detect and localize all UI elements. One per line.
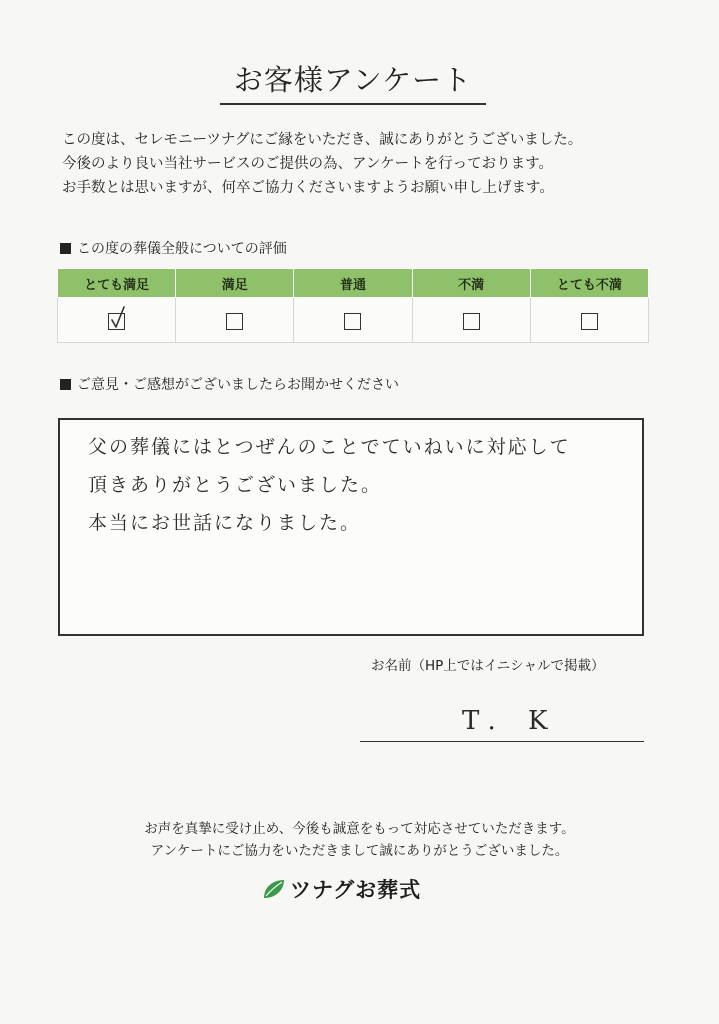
handwritten-comment-line: 父の葬儀にはとつぜんのことでていねいに対応して xyxy=(88,436,571,458)
handwritten-name: T. K xyxy=(462,706,560,736)
closing-line: アンケートにご協力をいただきまして誠にありがとうございました。 xyxy=(150,843,569,859)
checkbox-neutral[interactable] xyxy=(344,313,361,330)
closing-line: お声を真摯に受け止め、今後も誠意をもって対応させていただきます。 xyxy=(144,821,575,837)
checkbox-very-dissatisfied[interactable] xyxy=(581,313,598,330)
square-bullet-icon xyxy=(60,243,71,254)
rating-option-label: 満足 xyxy=(176,269,294,298)
square-bullet-icon xyxy=(60,379,71,390)
handwritten-comment-line: 本当にお世話になりました。 xyxy=(88,512,362,534)
rating-heading xyxy=(60,238,287,258)
rating-option-label: とても満足 xyxy=(58,269,176,298)
logo-text: ツナグお葬式 xyxy=(290,878,422,902)
checkbox-satisfied[interactable] xyxy=(226,313,243,330)
intro-line: この度は、セレモニーツナグにご縁をいただき、誠にありがとうございました。 xyxy=(62,132,583,148)
comments-heading-text: ご意見・ご感想がございましたらお聞かせください xyxy=(77,377,399,393)
page-title: お客様アンケート xyxy=(220,58,486,105)
rating-table xyxy=(57,268,649,343)
company-logo xyxy=(262,874,421,904)
handwritten-comment-line: 頂きありがとうございました。 xyxy=(88,474,383,496)
comments-heading xyxy=(60,374,399,394)
closing-text xyxy=(0,818,719,862)
checkmark-icon xyxy=(109,306,129,330)
intro-line: お手数とは思いますが、何卒ご協力くださいますようお願い申し上げます。 xyxy=(62,180,554,196)
rating-heading-text: この度の葬儀全般についての評価 xyxy=(77,241,287,257)
checkbox-very-satisfied[interactable] xyxy=(108,313,125,330)
rating-option-label: 不満 xyxy=(412,269,530,298)
name-underline xyxy=(360,741,644,742)
comment-box xyxy=(58,418,644,636)
rating-option-label: とても不満 xyxy=(530,269,648,298)
rating-option-label: 普通 xyxy=(294,269,412,298)
rating-header-row xyxy=(58,269,649,298)
intro-line: 今後のより良い当社サービスのご提供の為、アンケートを行っております。 xyxy=(62,156,553,172)
name-label: お名前（HP上ではイニシャルで掲載） xyxy=(371,658,605,674)
intro-text xyxy=(62,128,682,200)
leaf-icon xyxy=(262,878,286,900)
checkbox-dissatisfied[interactable] xyxy=(463,313,480,330)
rating-checkbox-row xyxy=(58,298,649,343)
